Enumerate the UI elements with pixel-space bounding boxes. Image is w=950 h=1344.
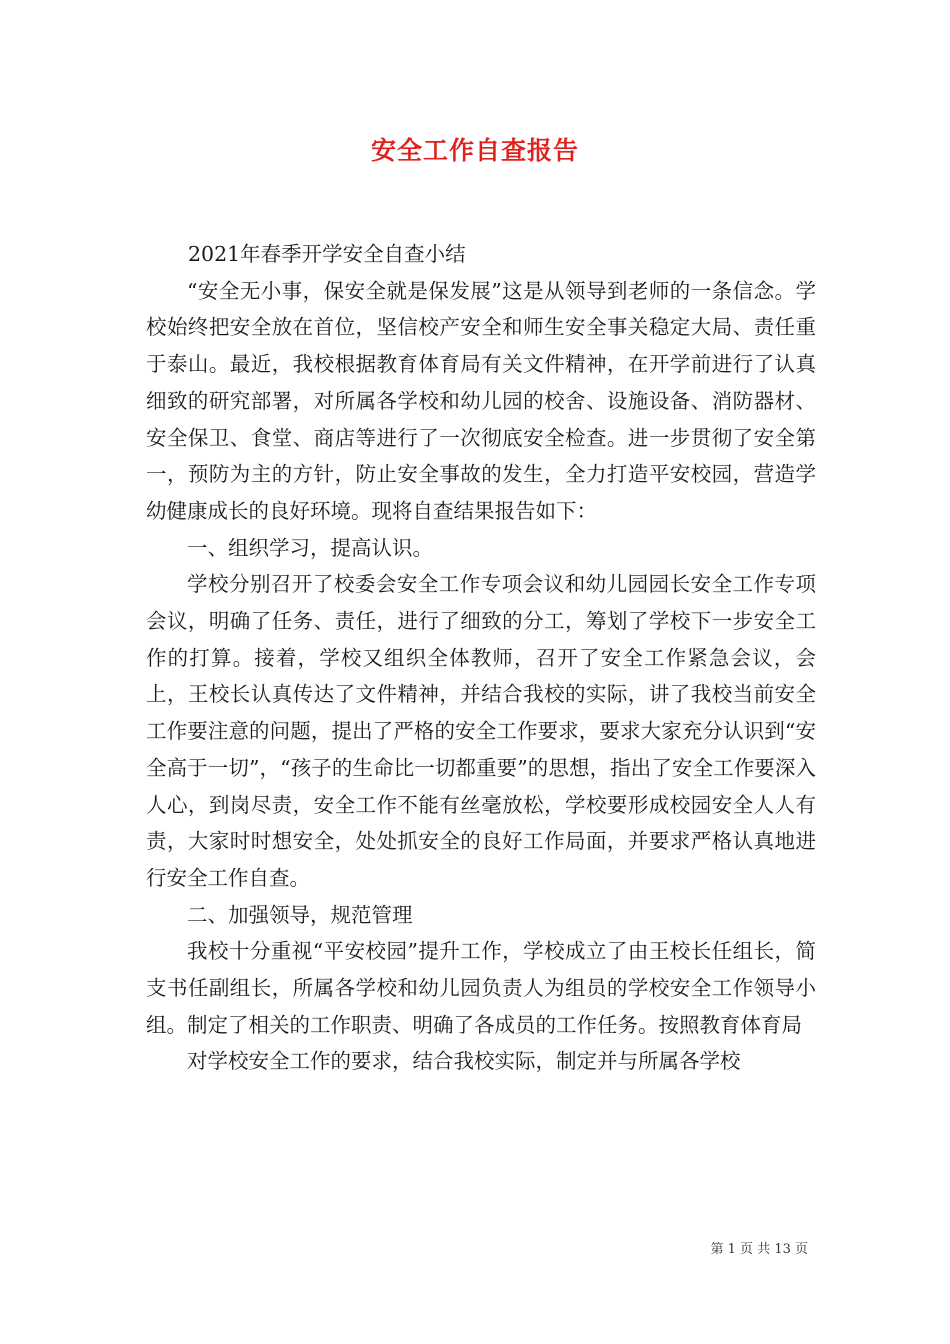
section-heading-2: 二、加强领导，规范管理 — [187, 902, 413, 927]
section-2-paragraph: 我校十分重视“平安校园”提升工作，学校成立了由王校长任组长，简支书任副组长，所属各学校和幼儿园负责人为组员的学校安全工作领导小组。制定了相关的工作职责、明确了各成员的工作任务。按照教育体育局 — [146, 939, 816, 1037]
document-body — [146, 236, 816, 1080]
page-number: 第 1 页 共 13 页 — [710, 1242, 808, 1257]
section-heading-1: 一、组织学习，提高认识。 — [187, 535, 433, 560]
document-title: 安全工作自查报告 — [370, 136, 579, 165]
subtitle-paragraph: 2021年春季开学安全自查小结 — [188, 242, 466, 266]
section-1-paragraph: 学校分别召开了校委会安全工作专项会议和幼儿园园长安全工作专项会议，明确了任务、责任，进行了细致的分工，筹划了学校下一步安全工作的打算。接着，学校又组织全体教师，召开了安全工作紧急会议，会上，王校长认真传达了文件精神，并结合我校的实际，讲了我校当前安全工作要注意的问题，提出了严格的安全工作要求，要求大家充分认识到“安全高于一切”，“孩子的生命比一切都重要”的思想，指出了安全工作要深入人心，到岗尽责，安全工作不能有丝毫放松，学校要形成校园安全人人有责，大家时时想安全，处处抓安全的良好工作局面，并要求严格认真地进行安全工作自查。 — [146, 572, 816, 890]
continuation-paragraph: 对学校安全工作的要求，结合我校实际，制定并与所属各学校 — [187, 1049, 741, 1074]
intro-paragraph: “安全无小事，保安全就是保发展”这是从领导到老师的一条信念。学校始终把安全放在首位，坚信校产安全和师生安全事关稳定大局、责任重于泰山。最近，我校根据教育体育局有关文件精神，在开学前进行了认真细致的研究部署，对所属各学校和幼儿园的校舍、设施设备、消防器材、安全保卫、食堂、商店等进行了一次彻底安全检查。进一步贯彻了安全第一，预防为主的方针，防止安全事故的发生，全力打造平安校园，营造学幼健康成长的良好环境。现将自查结果报告如下： — [146, 278, 816, 523]
